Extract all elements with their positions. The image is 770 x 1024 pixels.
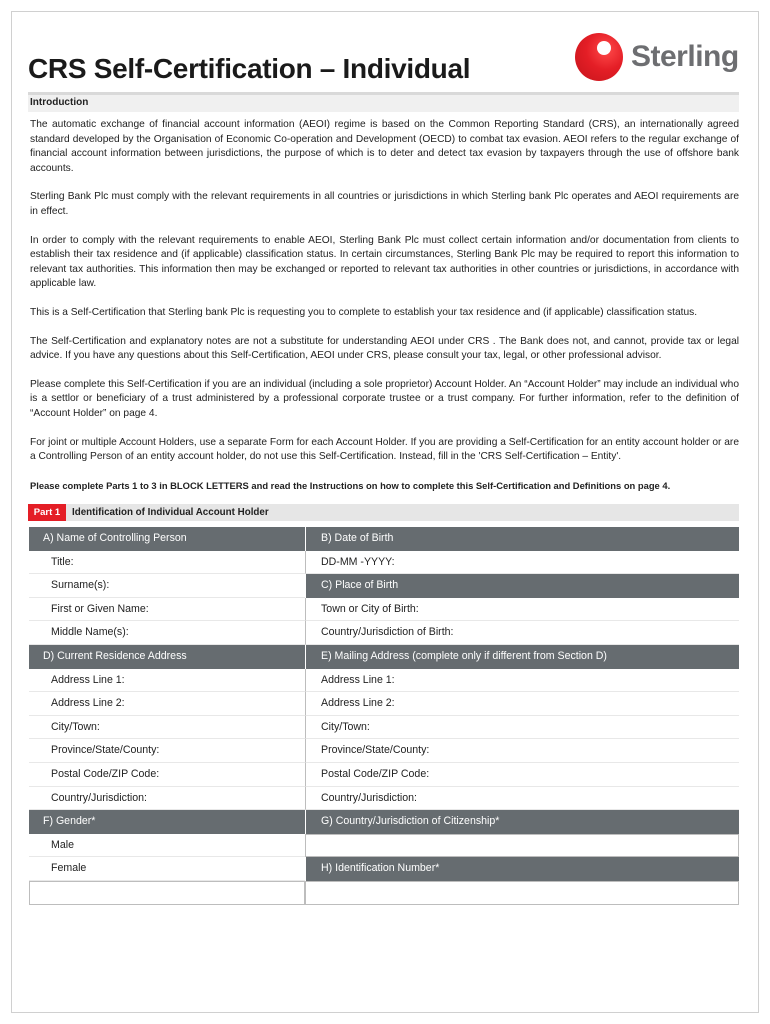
form-row — [29, 598, 739, 622]
introduction-text — [30, 118, 739, 507]
form-row — [29, 645, 739, 669]
citizenship-field[interactable] — [305, 834, 739, 858]
gender-extra-field[interactable] — [29, 881, 305, 905]
section-e-header: E) Mailing Address (complete only if different from Section D) — [305, 645, 739, 669]
identification-number-field[interactable] — [305, 881, 739, 905]
section-d-header: D) Current Residence Address — [29, 645, 305, 669]
date-of-birth-field[interactable]: DD-MM -YYYY: — [305, 551, 739, 575]
form-row — [29, 881, 739, 905]
intro-paragraph: The Self-Certification and explanatory notes are not a substitute for understanding AEOI under CRS . The Bank does not, and cannot, provide tax or legal advice. If you have any questions about this Self-Certification, AEOI under CRS, please consult your tax, legal, or other professional advisor. — [30, 335, 739, 362]
mailing-postal-code-field[interactable]: Postal Code/ZIP Code: — [305, 763, 739, 787]
residence-province-field[interactable]: Province/State/County: — [29, 739, 305, 763]
mailing-city-field[interactable]: City/Town: — [305, 716, 739, 740]
logo-circle-icon — [575, 33, 623, 81]
form-row — [29, 716, 739, 740]
form-row — [29, 810, 739, 834]
intro-paragraph: Please complete this Self-Certification if you are an individual (including a sole proprietor) Account Holder. An “Account Holder” may include an individual who is a settlor or beneficiary of a trust administered by a professional corporate trustee or a trust company. For further information, refer to the definition of “Account Holder” on page 4. — [30, 378, 739, 419]
page-title: CRS Self-Certification – Individual — [28, 53, 471, 84]
intro-paragraph: For joint or multiple Account Holders, use a separate Form for each Account Holder. If you are providing a Self-Certification for an entity account holder or are a Controlling Person of an entity account holder, do not use this Self-Certification. Instead, fill in the 'CRS Self-Certification – Entity'. — [30, 436, 739, 463]
form-row — [29, 551, 739, 575]
form-row — [29, 692, 739, 716]
intro-paragraph: The automatic exchange of financial account information (AEOI) regime is based on the Common Reporting Standard (CRS), an internationally agreed standard developed by the Organisation of Economic Co-operation and Development (OECD) to combat tax evasion. AEOI refers to the regular exchange of financial account information between jurisdictions, the purpose of which is to deter and detect tax evasion by taxpayers through the use of offshore bank accounts. — [30, 119, 739, 174]
mailing-address-line2-field[interactable]: Address Line 2: — [305, 692, 739, 716]
form-row — [29, 857, 739, 881]
form-row — [29, 621, 739, 645]
section-b-header: B) Date of Birth — [305, 527, 739, 551]
residence-address-line1-field[interactable]: Address Line 1: — [29, 669, 305, 693]
gender-female-option[interactable]: Female — [29, 857, 305, 881]
section-f-header: F) Gender* — [29, 810, 305, 834]
surname-field[interactable]: Surname(s): — [29, 574, 305, 598]
logo-text: Sterling — [631, 40, 739, 73]
residence-city-field[interactable]: City/Town: — [29, 716, 305, 740]
block-letters-instruction: Please complete Parts 1 to 3 in BLOCK LETTERS and read the Instructions on how to complete this Self-Certification and Definitions on page 4. — [30, 479, 671, 491]
intro-heading: Introduction — [30, 97, 89, 108]
town-of-birth-field[interactable]: Town or City of Birth: — [305, 598, 739, 622]
title-field[interactable]: Title: — [29, 551, 305, 575]
intro-paragraph: Sterling Bank Plc must comply with the relevant requirements in all countries or jurisdictions in which Sterling bank Plc operates and AEOI requirements are in effect. — [30, 191, 739, 217]
residence-country-field[interactable]: Country/Jurisdiction: — [29, 787, 305, 811]
part1-form — [29, 527, 739, 905]
residence-address-line2-field[interactable]: Address Line 2: — [29, 692, 305, 716]
mailing-country-field[interactable]: Country/Jurisdiction: — [305, 787, 739, 811]
form-row — [29, 739, 739, 763]
gender-male-option[interactable]: Male — [29, 834, 305, 858]
residence-postal-code-field[interactable]: Postal Code/ZIP Code: — [29, 763, 305, 787]
form-row — [29, 527, 739, 551]
intro-heading-bar — [28, 95, 739, 112]
mailing-address-line1-field[interactable]: Address Line 1: — [305, 669, 739, 693]
form-row — [29, 669, 739, 693]
section-c-header: C) Place of Birth — [305, 574, 739, 598]
form-row — [29, 787, 739, 811]
middle-name-field[interactable]: Middle Name(s): — [29, 621, 305, 645]
part1-label: Part 1 — [28, 504, 66, 521]
first-name-field[interactable]: First or Given Name: — [29, 598, 305, 622]
form-row — [29, 763, 739, 787]
mailing-province-field[interactable]: Province/State/County: — [305, 739, 739, 763]
country-of-birth-field[interactable]: Country/Jurisdiction of Birth: — [305, 621, 739, 645]
form-row — [29, 574, 739, 598]
section-h-header: H) Identification Number* — [305, 857, 739, 881]
form-row — [29, 834, 739, 858]
section-a-header: A) Name of Controlling Person — [29, 527, 305, 551]
intro-paragraph: In order to comply with the relevant requirements to enable AEOI, Sterling Bank Plc must collect certain information and/or documentation from clients to establish their tax residence and (if applicable) classification status. In certain circumstances, Sterling Bank Plc may be required to report this information to relevant tax authorities. This information then may be exchanged or reported to relevant tax authorities in other countries or jurisdictions, in accordance with applicable law. — [30, 234, 739, 290]
sterling-logo — [575, 30, 745, 82]
part1-title: Identification of Individual Account Holder — [72, 507, 269, 518]
section-g-header: G) Country/Jurisdiction of Citizenship* — [305, 810, 739, 834]
intro-paragraph: This is a Self-Certification that Sterling bank Plc is requesting you to complete to establish your tax residence and (if applicable) classification status. — [30, 306, 698, 318]
